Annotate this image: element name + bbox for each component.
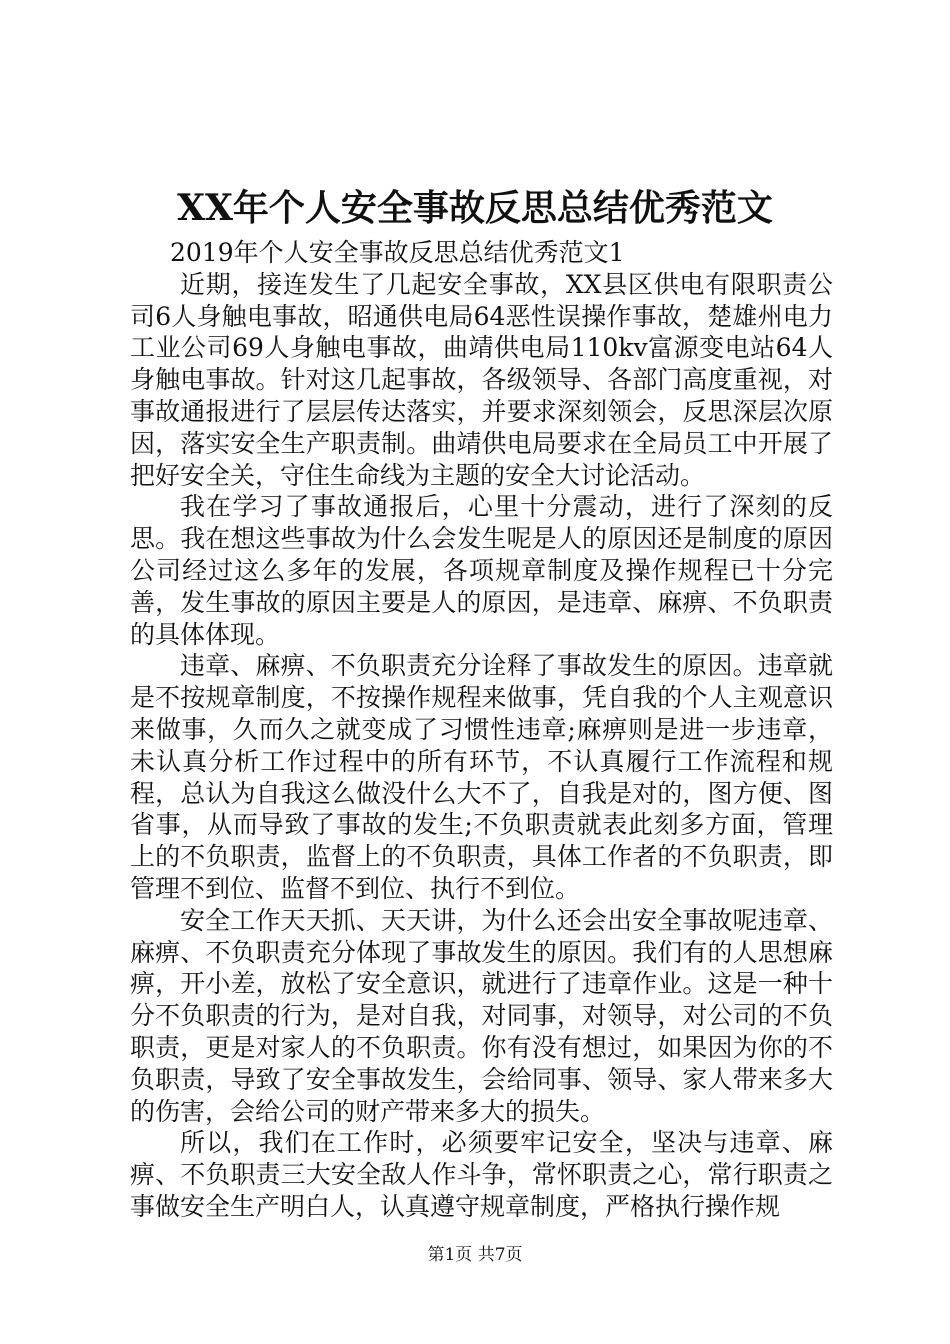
paragraph: 违章、麻痹、不负职责充分诠释了事故发生的原因。违章就是不按规章制度，不按操作规程来做事，凭自我的个人主观意识来做事，久而久之就变成了习惯性违章;麻痹则是进一步违章，未认真分析工作过程中的所有环节，不认真履行工作流程和规程，总认为自我这么做没什么大不了，自我是对的，图方便、图省事，从而导致了事故的发生;不负职责就表此刻多方面，管理上的不负职责，监督上的不负职责，具体工作者的不负职责，即管理不到位、监督不到位、执行不到位。 bbox=[130, 651, 833, 903]
paragraph: 我在学习了事故通报后，心里十分震动，进行了深刻的反思。我在想这些事故为什么会发生呢是人的原因还是制度的原因公司经过这么多年的发展，各项规章制度及操作规程已十分完善，发生事故的原因主要是人的原因，是违章、麻痹、不负职责的具体体现。 bbox=[130, 492, 833, 649]
paragraph: 近期，接连发生了几起安全事故，XX县区供电有限职责公司6人身触电事故，昭通供电局64恶性误操作事故，楚雄州电力工业公司69人身触电事故，曲靖供电局110kv富源变电站64人身触电事故。针对这几起事故，各级领导、各部门高度重视，对事故通报进行了层层传达落实，并要求深刻领会，反思深层次原因，落实安全生产职责制。曲靖供电局要求在全局员工中开展了把好安全关，守住生命线为主题的安全大讨论活动。 bbox=[130, 269, 833, 490]
page-number-footer: 第1页 共7页 bbox=[427, 1245, 523, 1265]
document-subtitle: 2019年个人安全事故反思总结优秀范文1 bbox=[170, 238, 625, 267]
paragraph: 安全工作天天抓、天天讲，为什么还会出安全事故呢违章、麻痹、不负职责充分体现了事故发生的原因。我们有的人思想麻痹，开小差，放松了安全意识，就进行了违章作业。这是一种十分不负职责的行为，是对自我，对同事，对领导，对公司的不负职责，更是对家人的不负职责。你有没有想过，如果因为你的不负职责，导致了安全事故发生，会给同事、领导、家人带来多大的伤害，会给公司的财产带来多大的损失。 bbox=[130, 905, 833, 1126]
document-body bbox=[130, 237, 833, 1223]
paragraph: 所以，我们在工作时，必须要牢记安全，坚决与违章、麻痹、不负职责三大安全敌人作斗争，常怀职责之心，常行职责之事做安全生产明白人，认真遵守规章制度，严格执行操作规 bbox=[130, 1128, 833, 1221]
document-title: XX年个人安全事故反思总结优秀范文 bbox=[177, 187, 773, 229]
